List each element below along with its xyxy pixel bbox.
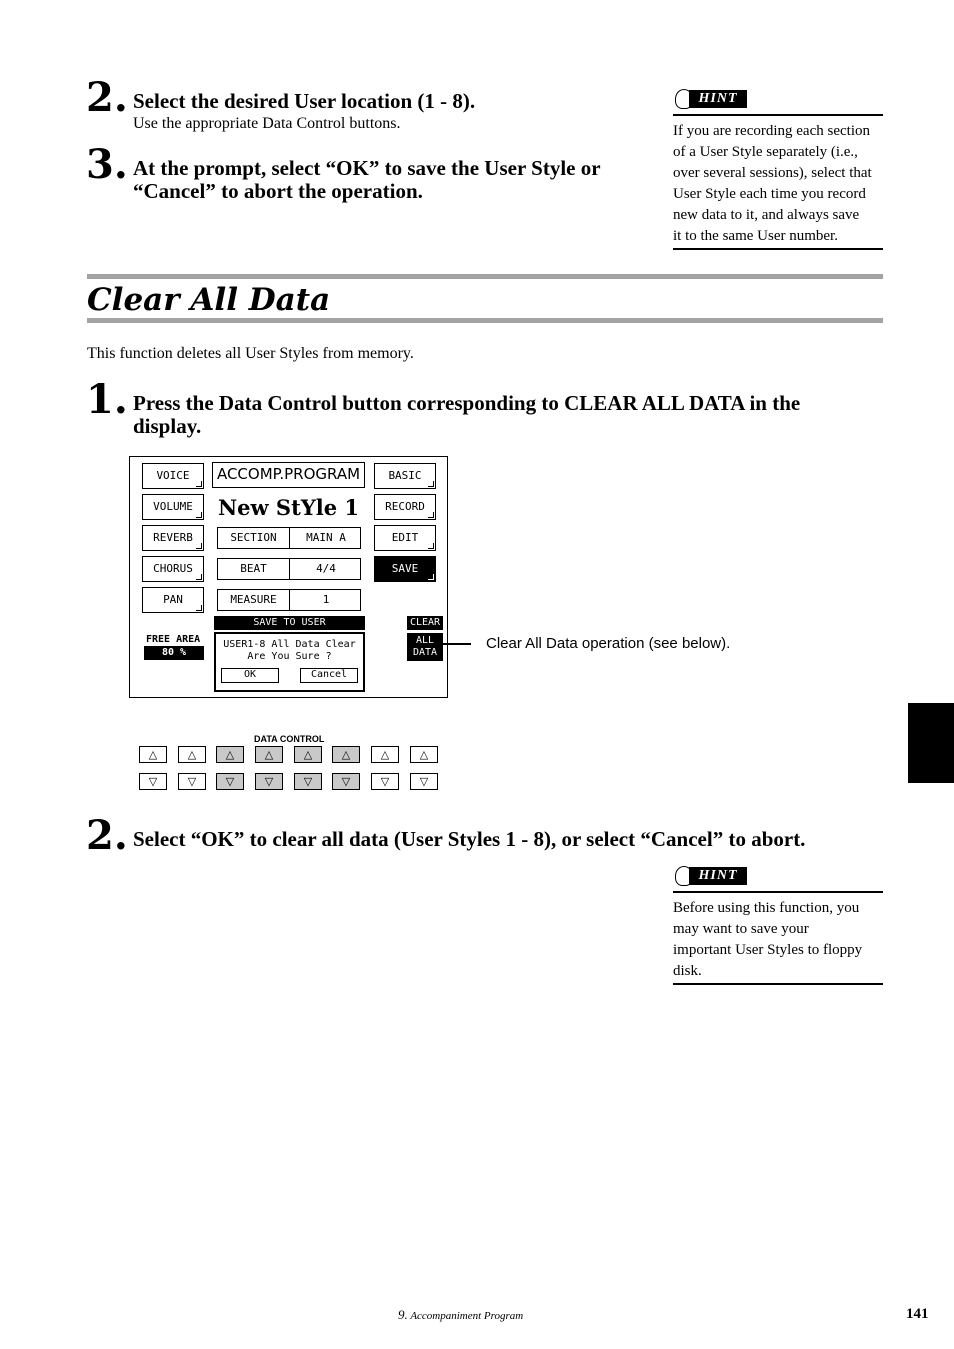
clear-label: CLEAR xyxy=(407,616,443,630)
pan-button[interactable]: PAN xyxy=(142,587,204,613)
style-name: New StYle 1 xyxy=(217,495,360,520)
hint-line: of a User Style separately (i.e., xyxy=(673,144,858,160)
hint-bottom-rule xyxy=(673,983,883,985)
all-data-label: ALL xyxy=(415,635,435,646)
all-data-label: DATA xyxy=(412,647,438,658)
hint-line: new data to it, and always save xyxy=(673,207,860,223)
data-control-down-button[interactable]: ▽ xyxy=(371,773,399,790)
page-number: 141 xyxy=(906,1306,929,1322)
data-control-down-button[interactable]: ▽ xyxy=(178,773,206,790)
hint-top-rule xyxy=(673,891,883,893)
field-value: MAIN A xyxy=(306,531,346,544)
all-data-button[interactable] xyxy=(407,633,443,661)
voice-button[interactable]: VOICE xyxy=(142,463,204,489)
basic-button[interactable]: BASIC xyxy=(374,463,436,489)
confirm-dialog xyxy=(214,632,365,692)
cancel-button[interactable]: Cancel xyxy=(300,668,358,683)
step-2b-title: Select “OK” to clear all data (User Styles 1 - 8), or select “Cancel” to abort. xyxy=(133,827,806,851)
save-to-user-bar: SAVE TO USER xyxy=(214,616,365,630)
data-control-up-button[interactable]: △ xyxy=(294,746,322,763)
data-control-up-button[interactable]: △ xyxy=(255,746,283,763)
hint-2-text xyxy=(673,898,888,982)
hint-line: User Style each time you record xyxy=(673,186,866,202)
section-top-bar xyxy=(87,274,883,279)
section-field[interactable] xyxy=(217,527,361,549)
hint-bottom-rule xyxy=(673,248,883,250)
lcd-display xyxy=(129,456,448,698)
step-2b-number: 2. xyxy=(86,812,128,859)
beat-field[interactable] xyxy=(217,558,361,580)
chapter-number: 9. xyxy=(398,1307,408,1322)
hint-top-rule xyxy=(673,114,883,116)
data-control-down-button[interactable]: ▽ xyxy=(332,773,360,790)
hint-line: disk. xyxy=(673,963,702,979)
hint-badge xyxy=(673,88,749,110)
section-title: Clear All Data xyxy=(87,282,331,318)
ok-button[interactable]: OK xyxy=(221,668,279,683)
free-area-label: FREE AREA xyxy=(146,634,201,645)
step-1-number: 1. xyxy=(86,376,128,423)
data-control-down-button[interactable]: ▽ xyxy=(410,773,438,790)
accomp-program-header: ACCOMP.PROGRAM xyxy=(212,462,365,488)
section-bottom-bar xyxy=(87,318,883,323)
data-control-up-button[interactable]: △ xyxy=(139,746,167,763)
data-control-up-button[interactable]: △ xyxy=(216,746,244,763)
dialog-message: USER1-8 All Data Clear xyxy=(223,639,356,650)
chorus-button[interactable]: CHORUS xyxy=(142,556,204,582)
callout-text: Clear All Data operation (see below). xyxy=(486,635,731,652)
step-3-title-line1: At the prompt, select “OK” to save the User Style or xyxy=(133,156,601,180)
field-label: SECTION xyxy=(218,528,290,548)
hint-line: may want to save your xyxy=(673,921,809,937)
section-intro: This function deletes all User Styles from memory. xyxy=(87,345,414,362)
footer-chapter xyxy=(398,1307,523,1324)
measure-field[interactable] xyxy=(217,589,361,611)
step-3-number: 3. xyxy=(86,141,128,188)
step-2-number: 2. xyxy=(86,74,128,121)
field-label: BEAT xyxy=(218,559,290,579)
step-1-title-line2: display. xyxy=(133,414,202,438)
data-control-down-button[interactable]: ▽ xyxy=(139,773,167,790)
hint-badge xyxy=(673,865,749,887)
data-control-down-button[interactable]: ▽ xyxy=(255,773,283,790)
data-control-up-button[interactable]: △ xyxy=(332,746,360,763)
chapter-title: Accompaniment Program xyxy=(410,1310,524,1322)
data-control-up-button[interactable]: △ xyxy=(371,746,399,763)
edit-button[interactable]: EDIT xyxy=(374,525,436,551)
hint-line: over several sessions), select that xyxy=(673,165,872,181)
step-2-subtitle: Use the appropriate Data Control buttons. xyxy=(133,115,401,132)
field-value: 4/4 xyxy=(316,562,336,575)
field-label: MEASURE xyxy=(218,590,290,610)
reverb-button[interactable]: REVERB xyxy=(142,525,204,551)
hint-line: it to the same User number. xyxy=(673,228,838,244)
save-button[interactable]: SAVE xyxy=(374,556,436,582)
dialog-question: Are You Sure ? xyxy=(247,651,332,662)
chapter-tab xyxy=(908,703,954,783)
hint-1-text xyxy=(673,121,888,247)
callout-line xyxy=(443,643,471,645)
record-button[interactable]: RECORD xyxy=(374,494,436,520)
field-value: 1 xyxy=(322,593,330,606)
hint-line: If you are recording each section xyxy=(673,123,870,139)
step-2-title: Select the desired User location (1 - 8). xyxy=(133,89,476,113)
hint-line: important User Styles to floppy xyxy=(673,942,863,958)
hint-line: Before using this function, you xyxy=(673,900,860,916)
data-control-down-button[interactable]: ▽ xyxy=(216,773,244,790)
free-area-value: 80 % xyxy=(144,646,204,660)
hint-label: HINT xyxy=(689,90,747,108)
data-control-label: DATA CONTROL xyxy=(254,734,325,744)
hint-label: HINT xyxy=(689,867,747,885)
data-control-up-button[interactable]: △ xyxy=(178,746,206,763)
data-control-up-button[interactable]: △ xyxy=(410,746,438,763)
data-control-down-button[interactable]: ▽ xyxy=(294,773,322,790)
volume-button[interactable]: VOLUME xyxy=(142,494,204,520)
step-1-title-line1: Press the Data Control button corresponding to CLEAR ALL DATA in the xyxy=(133,391,801,415)
step-3-title-line2: “Cancel” to abort the operation. xyxy=(133,179,423,203)
